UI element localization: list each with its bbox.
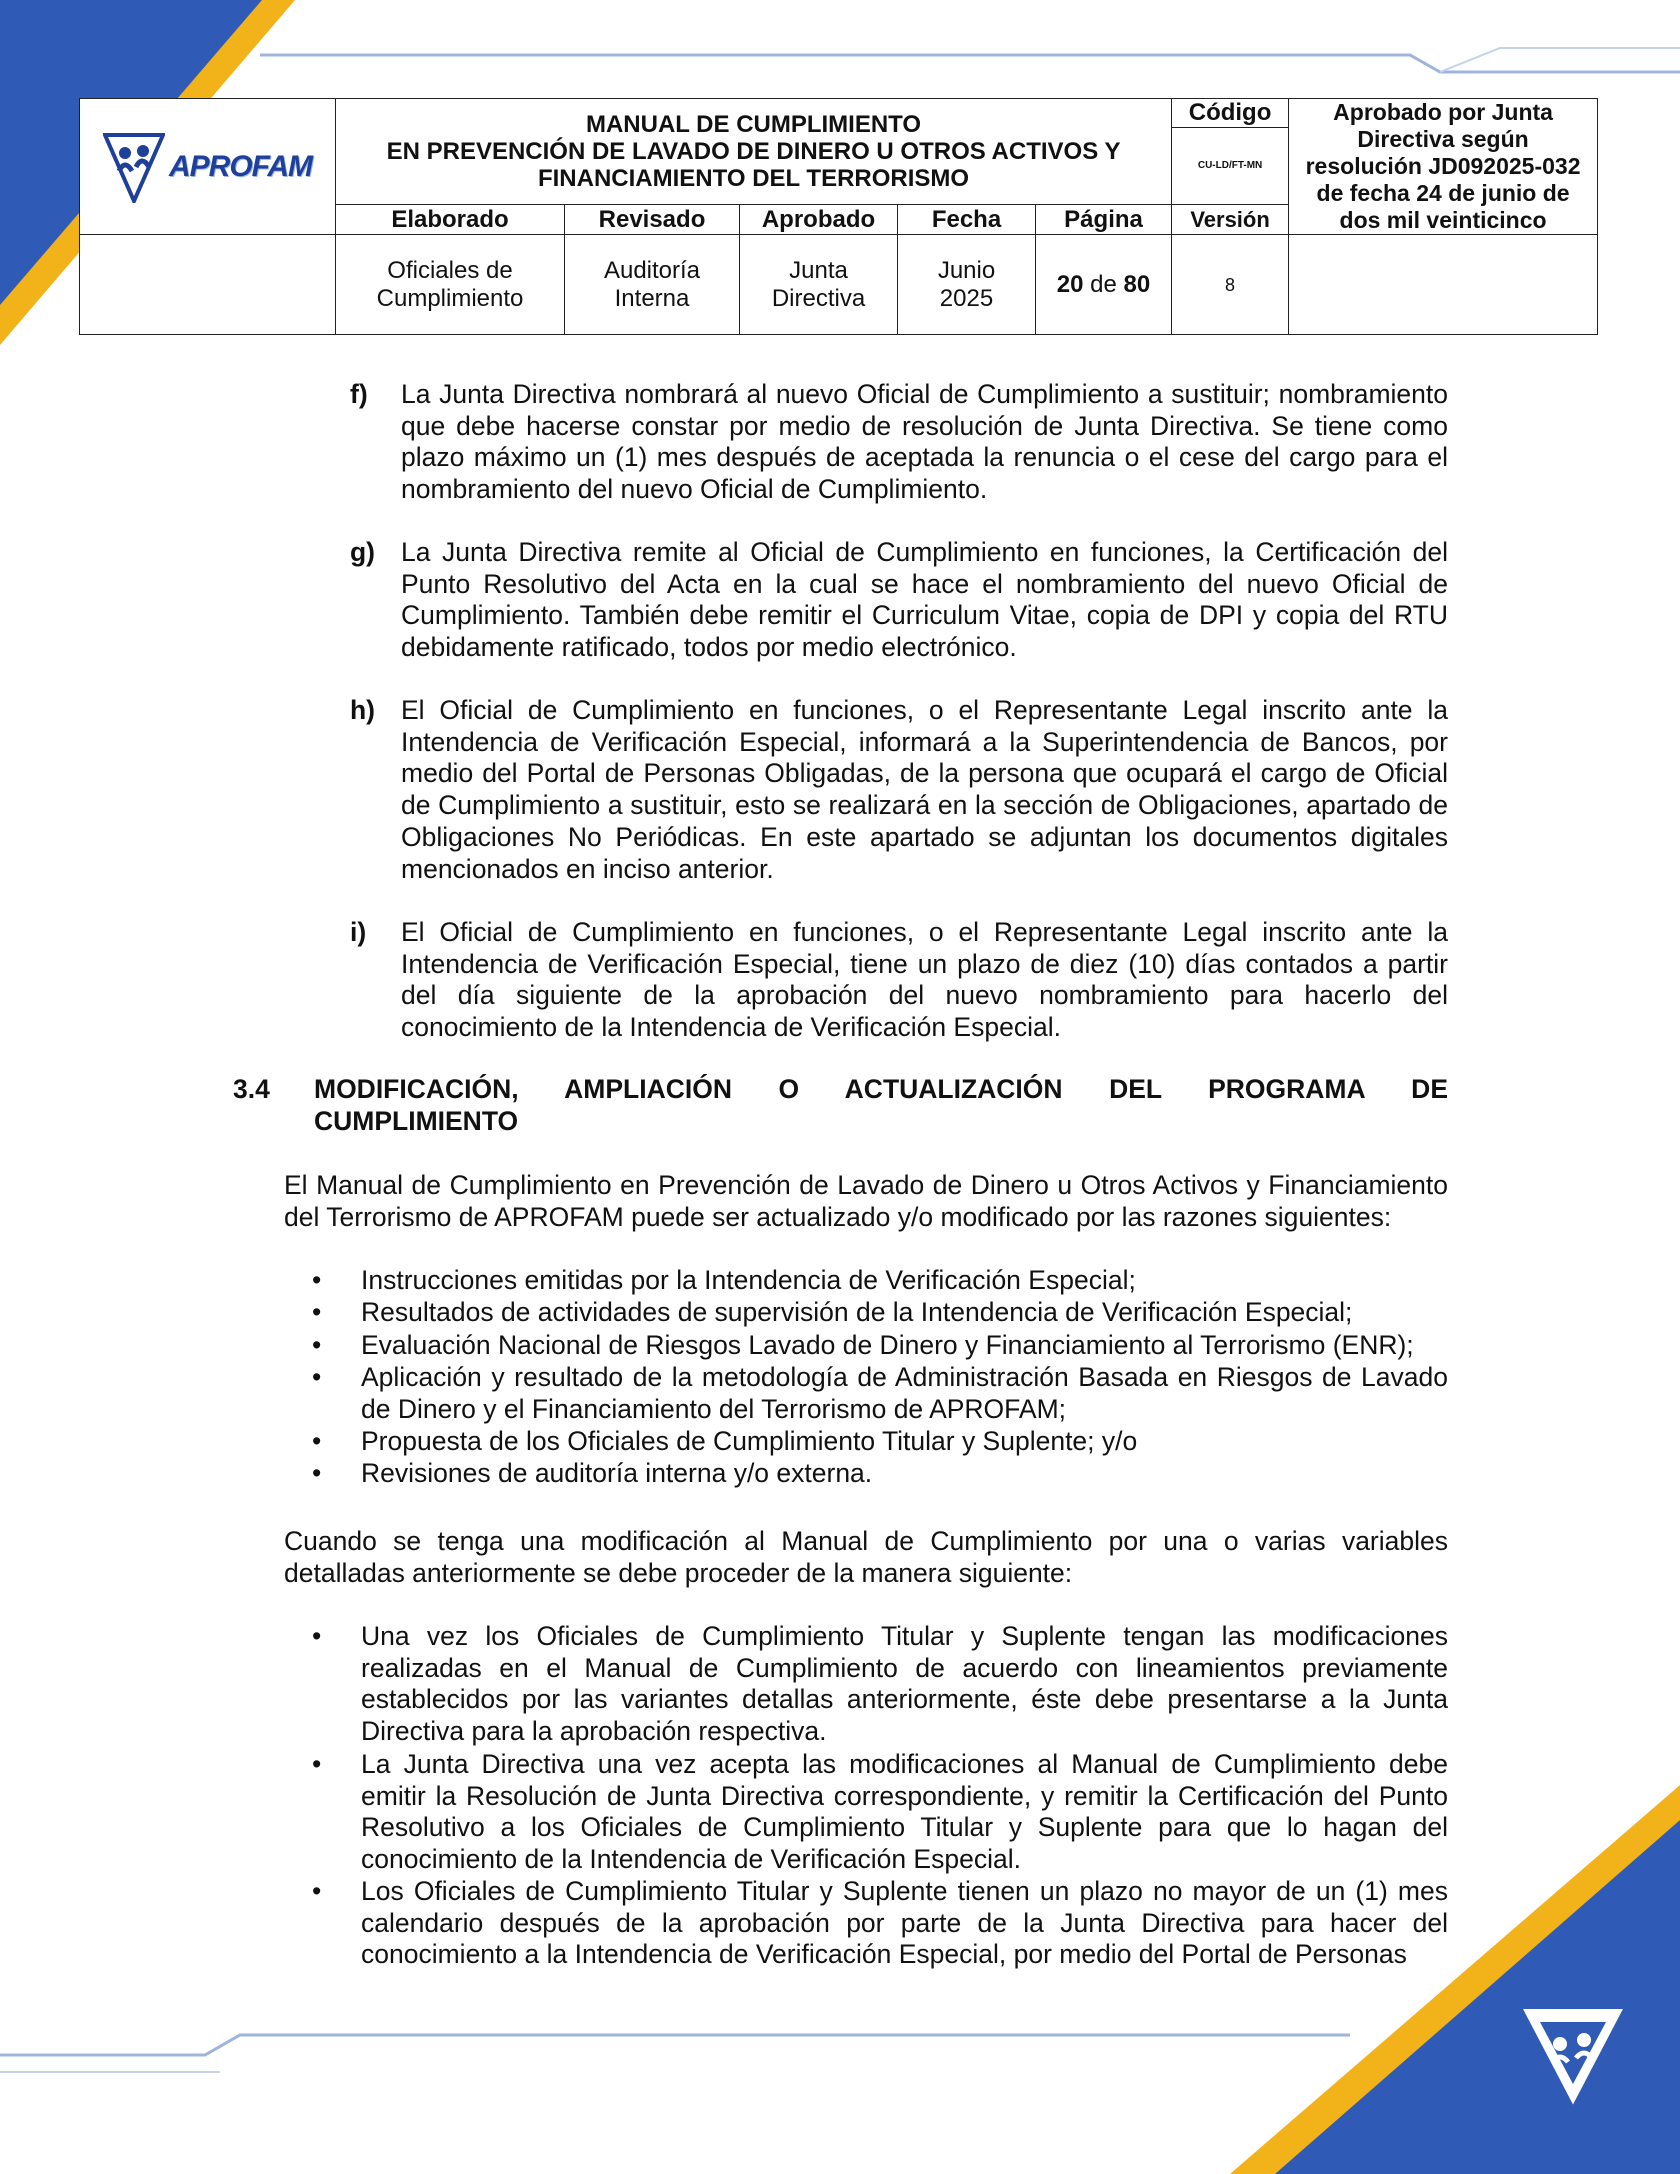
manual-title: [336, 99, 1172, 205]
logo-cell: [80, 99, 336, 235]
col-pagina: Página: [1036, 205, 1172, 235]
bullet-icon: •: [312, 1426, 322, 1456]
list-text: La Junta Directiva nombrará al nuevo Oficial de Cumplimiento a sustituir; nombramiento que debe hacerse constar por medio de resolución de Junta Directiva. Se tiene como plazo máximo un (1) mes después de aceptada la renuncia o el cese del cargo para el nombramiento del nuevo Oficial de Cumplimiento.: [401, 379, 1448, 505]
revisado-line1: Auditoría: [603, 256, 701, 284]
list-label: g): [350, 537, 376, 567]
approval-note: Aprobado por Junta Directiva según resolución JD092025-032 de fecha 24 de junio de dos mil veinticinco: [1289, 99, 1598, 235]
document-header: [79, 98, 1598, 335]
step-text: La Junta Directiva una vez acepta las modificaciones al Manual de Cumplimiento debe emitir la Resolución de Junta Directiva correspondiente, y remitir la Certificación del Punto Resolutivo a los Oficiales de Cumplimiento Titular y Suplente para que lo hagan del conocimiento de la Intendencia de Verificación Especial.: [361, 1749, 1448, 1875]
section-title-line2: CUMPLIMIENTO: [314, 1105, 519, 1136]
elaborado-line1: Oficiales de: [387, 256, 513, 284]
bullet-icon: •: [312, 1362, 322, 1392]
section-title-line1: MODIFICACIÓN, AMPLIACIÓN O ACTUALIZACIÓN DEL PROGRAMA DE: [314, 1074, 1448, 1104]
list-label: i): [350, 917, 367, 947]
col-fecha: Fecha: [898, 205, 1036, 235]
col-version: Versión: [1172, 205, 1289, 235]
reason-text: Aplicación y resultado de la metodología de Administración Basada en Riesgos de Lavado de Dinero y el Financiamiento del Terrorismo de APROFAM;: [361, 1362, 1448, 1424]
manual-subtitle-line2: FINANCIAMIENTO DEL TERRORISMO: [537, 165, 970, 192]
intro-paragraph: El Manual de Cumplimiento en Prevención de Lavado de Dinero u Otros Activos y Financiamiento del Terrorismo de APROFAM puede ser actualizado y/o modificado por las razones siguientes:: [284, 1170, 1448, 1232]
reason-text: Instrucciones emitidas por la Intendencia de Verificación Especial;: [361, 1265, 1136, 1295]
list-text: La Junta Directiva remite al Oficial de Cumplimiento en funciones, la Certificación del Punto Resolutivo del Acta en la cual se hace el nombramiento del nuevo Oficial de Cumplimiento. También debe remitir el Curriculum Vitae, copia de DPI y copia del RTU debidamente ratificado, todos por medio electrónico.: [401, 537, 1448, 663]
revisado-value: [565, 235, 740, 335]
bullet-icon: •: [312, 1297, 322, 1327]
list-label: h): [350, 695, 376, 725]
fecha-line1: Junio: [937, 256, 996, 284]
page-number: [1036, 235, 1172, 335]
procedure-paragraph: Cuando se tenga una modificación al Manual de Cumplimiento por una o varias variables detalladas anteriormente se debe proceder de la manera siguiente:: [284, 1526, 1448, 1588]
bullet-icon: •: [312, 1621, 322, 1651]
page-current: 20: [1056, 270, 1084, 298]
version-value: 8: [1172, 235, 1289, 335]
codigo-value: CU-LD/FT-MN: [1172, 128, 1289, 205]
list-label: f): [350, 379, 368, 409]
page-total: 80: [1123, 270, 1151, 298]
list-text: El Oficial de Cumplimiento en funciones, o el Representante Legal inscrito ante la Intendencia de Verificación Especial, tiene un plazo de diez (10) días contados a partir del día siguiente de la aprobación del nuevo nombramiento para hacerlo del conocimiento de la Intendencia de Verificación Especial.: [401, 917, 1448, 1043]
codigo-label: Código: [1172, 99, 1289, 128]
aprobado-value: [740, 235, 898, 335]
reason-text: Evaluación Nacional de Riesgos Lavado de Dinero y Financiamiento al Terrorismo (ENR);: [361, 1330, 1414, 1360]
fecha-line2: 2025: [939, 284, 994, 312]
reason-text: Resultados de actividades de supervisión de la Intendencia de Verificación Especial;: [361, 1297, 1353, 1327]
bottom-rule: [0, 2035, 1350, 2055]
bullet-icon: •: [312, 1265, 322, 1295]
list-text: El Oficial de Cumplimiento en funciones, o el Representante Legal inscrito ante la Intendencia de Verificación Especial, informará a la Superintendencia de Bancos, por medio del Portal de Personas Obligadas, de la persona que ocupará el cargo de Oficial de Cumplimiento a sustituir, esto se realizará en la sección de Obligaciones, apartado de Obligaciones No Periódicas. En este apartado se adjuntan los documentos digitales mencionados en inciso anterior.: [401, 695, 1448, 884]
bullet-icon: •: [312, 1876, 322, 1906]
bullet-icon: •: [312, 1749, 322, 1779]
top-rule-2: [1440, 48, 1680, 72]
reason-text: Propuesta de los Oficiales de Cumplimiento Titular y Suplente; y/o: [361, 1426, 1138, 1456]
aprobado-line1: Junta: [789, 256, 848, 284]
manual-subtitle-line1: EN PREVENCIÓN DE LAVADO DE DINERO U OTROS ACTIVOS Y: [386, 138, 1121, 165]
bullet-icon: •: [312, 1458, 322, 1488]
aprobado-line2: Directiva: [771, 284, 866, 312]
section-number: 3.4: [233, 1074, 270, 1104]
fecha-value: [898, 235, 1036, 335]
manual-title-line: MANUAL DE CUMPLIMIENTO: [585, 111, 922, 138]
step-text: Una vez los Oficiales de Cumplimiento Titular y Suplente tengan las modificaciones realizadas en el Manual de Cumplimiento de acuerdo con lineamientos previamente establecidos por las variantes detallas anteriormente, éste debe presentarse a la Junta Directiva para la aprobación respectiva.: [361, 1621, 1448, 1747]
reason-text: Revisiones de auditoría interna y/o externa.: [361, 1458, 873, 1488]
elaborado-value: [336, 235, 565, 335]
step-text: Los Oficiales de Cumplimiento Titular y Suplente tienen un plazo no mayor de un (1) mes calendario después de la aprobación por parte de la Junta Directiva para hacer del conocimiento a la Intendencia de Verificación Especial, por medio del Portal de Personas: [361, 1876, 1448, 1970]
elaborado-line2: Cumplimiento: [376, 284, 524, 312]
aprofam-logo: [84, 131, 331, 203]
revisado-line2: Interna: [614, 284, 690, 312]
col-aprobado: Aprobado: [740, 205, 898, 235]
col-revisado: Revisado: [565, 205, 740, 235]
top-rule: [260, 55, 1680, 72]
bullet-icon: •: [312, 1330, 322, 1360]
page-of: de: [1090, 270, 1117, 298]
aprofam-logo-icon: [103, 131, 165, 203]
col-elaborado: Elaborado: [336, 205, 565, 235]
logo-text: APROFAM: [169, 149, 312, 183]
